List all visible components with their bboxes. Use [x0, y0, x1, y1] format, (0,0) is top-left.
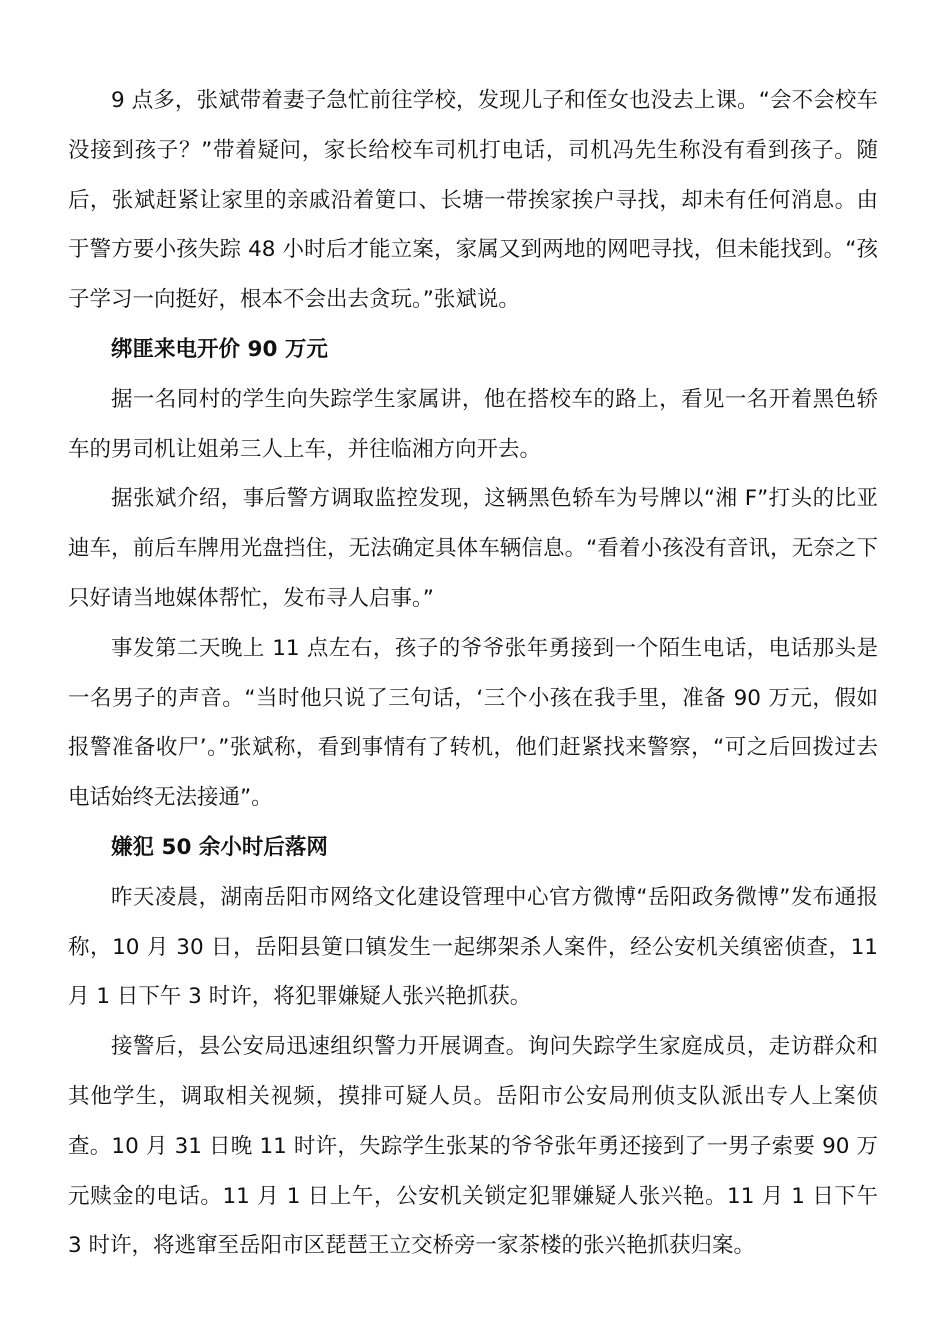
paragraph-police-investigation: 接警后，县公安局迅速组织警力开展调查。询问失踪学生家庭成员，走访群众和其他学生，调取相关视频，摸排可疑人员。岳阳市公安局刑侦支队派出专人上案侦查。10 月 31 日晚 11 时许，失踪学生张某的爷爷张年勇还接到了一男子索要 90 万元赎金的电话。11 月 1 日上午，公安机关锁定犯罪嫌疑人张兴艳。11 月 1 日下午 3 时许，将逃窜至岳阳市区琵琶王立交桥旁一家茶楼的张兴艳抓获归案。 — [68, 1034, 878, 1259]
section-heading-ransom-call: 绑匪来电开价 90 万元 — [111, 336, 328, 362]
section-heading-suspect-caught: 嫌犯 50 余小时后落网 — [111, 834, 328, 860]
paragraph-search-by-family: 9 点多，张斌带着妻子急忙前往学校，发现儿子和侄女也没去上课。“会不会校车没接到孩子？”带着疑问，家长给校车司机打电话，司机冯先生称没有看到孩子。随后，张斌赶紧让家里的亲戚沿着筻口、长塘一带挨家挨户寻找，却未有任何消息。由于警方要小孩失踪 48 小时后才能立案，家属又到两地的网吧寻找，但未能找到。“孩子学习一向挺好，根本不会出去贪玩。”张斌说。 — [68, 88, 878, 313]
paragraph-ransom-phone-call: 事发第二天晚上 11 点左右，孩子的爷爷张年勇接到一个陌生电话，电话那头是一名男子的声音。“当时他只说了三句话，‘三个小孩在我手里，准备 90 万元，假如报警准备收尸’。”张斌称，看到事情有了转机，他们赶紧找来警察，“可之后回拨过去电话始终无法接通”。 — [68, 635, 878, 811]
paragraph-surveillance-footage: 据张斌介绍，事后警方调取监控发现，这辆黑色轿车为号牌以“湘 F”打头的比亚迪车，前后车牌用光盘挡住，无法确定具体车辆信息。“看着小孩没有音讯，无奈之下只好请当地媒体帮忙，发布寻人启事。” — [68, 486, 878, 611]
paragraph-official-notice: 昨天凌晨，湖南岳阳市网络文化建设管理中心官方微博“岳阳政务微博”发布通报称，10 月 30 日，岳阳县筻口镇发生一起绑架杀人案件，经公安机关缜密侦查，11 月 1 日下午 3 时许，将犯罪嫌疑人张兴艳抓获。 — [68, 884, 878, 1010]
paragraph-witness-account: 据一名同村的学生向失踪学生家属讲，他在搭校车的路上，看见一名开着黑色轿车的男司机让姐弟三人上车，并往临湘方向开去。 — [68, 386, 878, 462]
